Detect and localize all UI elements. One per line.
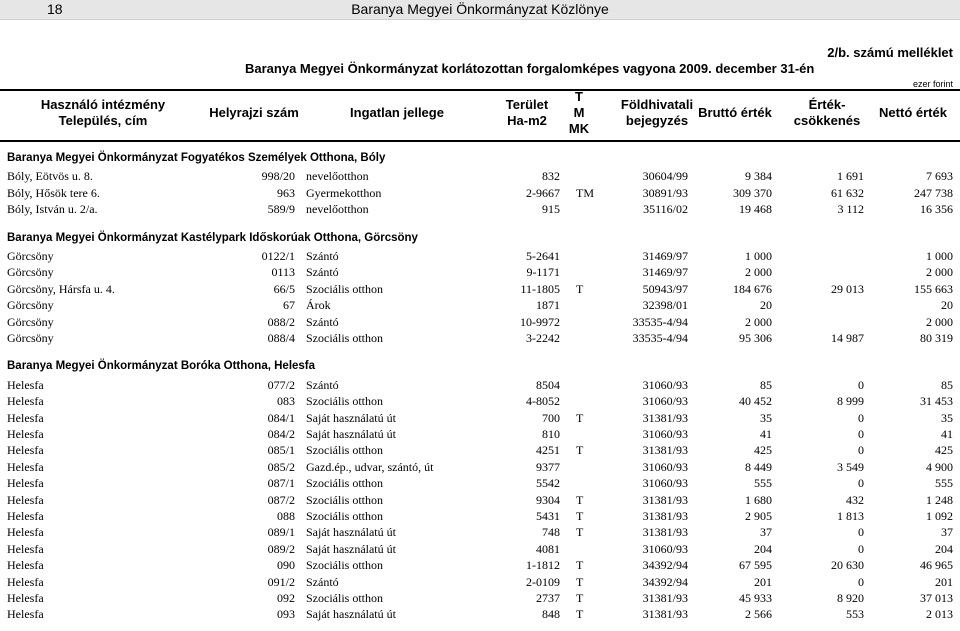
cell-area: 4081	[536, 541, 560, 556]
table-row	[0, 377, 960, 393]
cell-depreciation: 8 999	[837, 394, 864, 409]
cell-area: 5542	[536, 476, 560, 491]
col-header-type	[350, 105, 444, 121]
cell-registry: 31381/93	[642, 410, 688, 425]
cell-net-value: 20	[941, 298, 953, 313]
page-header-bar	[0, 0, 960, 20]
cell-location: Helesfa	[7, 427, 44, 441]
table-row	[0, 297, 960, 313]
cell-tmk: TM	[576, 185, 594, 200]
cell-area: 9377	[536, 459, 560, 474]
cell-gross-value: 309 370	[733, 185, 772, 200]
col-header-tmk-text: T M MK	[568, 89, 590, 136]
cell-depreciation: 14 987	[831, 331, 864, 345]
annex-label: 2/b. számú melléklet	[827, 45, 953, 60]
table-row	[0, 393, 960, 409]
cell-location: Helesfa	[7, 459, 44, 474]
cell-registry: 34392/94	[642, 558, 688, 573]
page-number: 18	[47, 1, 63, 17]
cell-net-value: 35	[941, 410, 953, 425]
cell-depreciation: 432	[846, 492, 864, 507]
section-title: Baranya Megyei Önkormányzat Kastélypark Időskorúak Otthona, Görcsöny	[7, 231, 418, 244]
cell-net-value: 37	[941, 525, 953, 540]
cell-net-value: 201	[935, 574, 953, 589]
cell-property-type: Szociális otthon	[306, 281, 383, 296]
cell-location: Helesfa	[7, 443, 44, 458]
cell-hrsz: 090	[277, 558, 295, 573]
col-header-gross	[698, 105, 772, 121]
cell-gross-value: 201	[754, 574, 772, 589]
cell-depreciation: 20 630	[831, 558, 864, 573]
col-header-area	[506, 97, 548, 129]
cell-property-type: Szociális otthon	[306, 591, 383, 605]
cell-depreciation: 0	[858, 410, 864, 425]
cell-location: Bóly, Eötvös u. 8.	[7, 169, 93, 184]
cell-registry: 31060/93	[642, 459, 688, 474]
table-row	[0, 524, 960, 540]
cell-gross-value: 2 905	[745, 509, 772, 523]
col-header-hrsz-text: Helyrajzi szám	[209, 105, 299, 120]
cell-depreciation: 61 632	[831, 185, 864, 200]
cell-area: 748	[542, 525, 560, 540]
cell-gross-value: 19 468	[739, 202, 772, 217]
table-row	[0, 590, 960, 606]
cell-hrsz: 088	[277, 509, 295, 523]
cell-depreciation: 29 013	[831, 281, 864, 296]
col-header-reg-text: Földhivatali bejegyzés	[620, 97, 694, 128]
cell-gross-value: 40 452	[739, 394, 772, 409]
cell-gross-value: 35	[760, 410, 772, 425]
cell-hrsz: 084/1	[267, 410, 295, 425]
cell-area: 11-1805	[520, 281, 560, 296]
cell-property-type: Saját használatú út	[306, 607, 396, 622]
cell-property-type: Szociális otthon	[306, 476, 383, 491]
cell-hrsz: 087/2	[267, 492, 295, 507]
cell-area: 5-2641	[526, 249, 560, 263]
cell-net-value: 155 663	[914, 281, 953, 296]
cell-area: 832	[542, 169, 560, 184]
cell-gross-value: 9 384	[745, 169, 772, 184]
cell-depreciation: 0	[858, 476, 864, 491]
cell-registry: 35116/02	[643, 202, 688, 217]
cell-registry: 31469/97	[642, 249, 688, 263]
cell-tmk: T	[576, 574, 584, 589]
cell-depreciation: 0	[858, 525, 864, 540]
cell-tmk: T	[576, 443, 584, 458]
cell-gross-value: 67 595	[739, 558, 772, 573]
cell-area: 5431	[536, 509, 560, 523]
table-row	[0, 201, 960, 217]
cell-registry: 31381/93	[642, 607, 688, 622]
cell-gross-value: 2 000	[745, 314, 772, 329]
cell-property-type: Szociális otthon	[306, 443, 383, 458]
cell-area: 10-9972	[520, 314, 560, 329]
cell-property-type: Szántó	[306, 249, 339, 263]
publication-title: Baranya Megyei Önkormányzat Közlönye	[351, 1, 609, 17]
cell-gross-value: 20	[760, 298, 772, 313]
header-top-rule	[0, 89, 960, 91]
cell-registry: 31060/93	[642, 427, 688, 441]
cell-hrsz: 088/2	[267, 314, 295, 329]
col-header-user-text: Használó intézmény Település, cím	[40, 97, 166, 128]
cell-location: Görcsöny	[7, 314, 54, 329]
cell-hrsz: 085/1	[267, 443, 295, 458]
cell-hrsz: 083	[277, 394, 295, 409]
col-header-net	[879, 105, 947, 121]
cell-registry: 33535-4/94	[632, 314, 688, 329]
cell-area: 1-1812	[526, 558, 560, 573]
unit-label: ezer forint	[912, 79, 953, 89]
cell-registry: 50943/97	[642, 281, 688, 296]
cell-net-value: 31 453	[920, 394, 953, 409]
cell-depreciation: 1 813	[837, 509, 864, 523]
cell-property-type: nevelőotthon	[306, 169, 369, 184]
cell-location: Görcsöny	[7, 265, 54, 280]
cell-registry: 31381/93	[642, 525, 688, 540]
table-row	[0, 492, 960, 508]
cell-tmk: T	[576, 509, 584, 523]
table-row	[0, 475, 960, 491]
table-row	[0, 606, 960, 622]
cell-net-value: 425	[935, 443, 953, 458]
cell-property-type: Szociális otthon	[306, 509, 383, 523]
cell-gross-value: 1 000	[745, 249, 772, 263]
col-header-tmk	[569, 89, 589, 137]
cell-location: Helesfa	[7, 377, 44, 392]
cell-registry: 33535-4/94	[632, 331, 688, 345]
cell-hrsz: 0113	[271, 265, 295, 280]
cell-area: 8504	[536, 377, 560, 392]
table-row	[0, 185, 960, 201]
cell-registry: 31381/93	[642, 509, 688, 523]
cell-depreciation: 0	[858, 443, 864, 458]
col-header-type-text: Ingatlan jellege	[350, 105, 444, 120]
cell-area: 848	[542, 607, 560, 622]
col-header-area-text: Terület Ha-m2	[505, 97, 549, 128]
cell-hrsz: 089/2	[267, 541, 295, 556]
cell-depreciation: 0	[858, 427, 864, 441]
cell-net-value: 85	[941, 377, 953, 392]
cell-location: Helesfa	[7, 574, 44, 589]
cell-property-type: Gyermekotthon	[306, 185, 382, 200]
cell-net-value: 2 000	[926, 314, 953, 329]
cell-location: Helesfa	[7, 394, 44, 409]
cell-tmk: T	[576, 410, 584, 425]
cell-net-value: 1 248	[926, 492, 953, 507]
cell-property-type: Szociális otthon	[306, 331, 383, 345]
cell-net-value: 555	[935, 476, 953, 491]
cell-property-type: Szociális otthon	[306, 558, 383, 573]
col-header-gross-text: Bruttó érték	[698, 105, 772, 120]
cell-location: Helesfa	[7, 607, 44, 622]
cell-location: Helesfa	[7, 558, 44, 573]
cell-registry: 31381/93	[642, 591, 688, 605]
cell-depreciation: 8 920	[837, 591, 864, 605]
cell-property-type: Saját használatú út	[306, 410, 396, 425]
cell-registry: 31060/93	[642, 541, 688, 556]
table-row	[0, 557, 960, 573]
cell-hrsz: 084/2	[267, 427, 295, 441]
cell-tmk: T	[576, 591, 584, 605]
col-header-user	[41, 97, 165, 129]
section-title: Baranya Megyei Önkormányzat Boróka Otthona, Helesfa	[7, 360, 316, 373]
cell-depreciation: 553	[846, 607, 864, 622]
cell-hrsz: 089/1	[267, 525, 295, 540]
cell-hrsz: 963	[277, 185, 295, 200]
cell-depreciation: 3 549	[837, 459, 864, 474]
cell-tmk: T	[576, 492, 584, 507]
cell-location: Helesfa	[7, 525, 44, 540]
cell-area: 915	[542, 202, 560, 217]
cell-registry: 31381/93	[642, 492, 688, 507]
cell-net-value: 80 319	[920, 331, 953, 345]
table-row	[0, 574, 960, 590]
cell-hrsz: 077/2	[267, 377, 295, 392]
cell-area: 9-1171	[526, 265, 560, 280]
cell-hrsz: 091/2	[267, 574, 295, 589]
cell-hrsz: 092	[277, 591, 295, 605]
table-row	[0, 281, 960, 297]
cell-location: Görcsöny	[7, 331, 54, 345]
cell-hrsz: 66/5	[273, 281, 295, 296]
cell-tmk: T	[576, 525, 584, 540]
cell-tmk: T	[576, 281, 584, 296]
cell-registry: 30604/99	[642, 169, 688, 184]
col-header-dep	[794, 97, 861, 129]
cell-location: Görcsöny	[7, 298, 54, 313]
cell-location: Helesfa	[7, 410, 44, 425]
cell-net-value: 2 000	[926, 265, 953, 280]
cell-area: 3-2242	[526, 331, 560, 345]
cell-net-value: 2 013	[926, 607, 953, 622]
cell-property-type: Gazd.ép., udvar, szántó, út	[306, 459, 434, 474]
cell-depreciation: 0	[858, 377, 864, 392]
cell-property-type: Árok	[306, 298, 331, 313]
cell-net-value: 46 965	[920, 558, 953, 573]
cell-hrsz: 67	[283, 298, 295, 313]
cell-net-value: 37 013	[920, 591, 953, 605]
cell-gross-value: 45 933	[739, 591, 772, 605]
table-row	[0, 314, 960, 330]
cell-registry: 31469/97	[642, 265, 688, 280]
cell-net-value: 41	[941, 427, 953, 441]
cell-area: 4251	[536, 443, 560, 458]
cell-net-value: 1 000	[926, 249, 953, 263]
cell-location: Helesfa	[7, 591, 44, 605]
cell-property-type: nevelőotthon	[306, 202, 369, 217]
cell-gross-value: 2 000	[745, 265, 772, 280]
cell-registry: 31060/93	[642, 394, 688, 409]
cell-property-type: Szántó	[306, 377, 339, 392]
cell-property-type: Szántó	[306, 265, 339, 280]
table-row	[0, 508, 960, 524]
cell-registry: 31060/93	[642, 377, 688, 392]
cell-location: Helesfa	[7, 492, 44, 507]
cell-gross-value: 555	[754, 476, 772, 491]
cell-area: 810	[542, 427, 560, 441]
table-row	[0, 410, 960, 426]
table-row	[0, 541, 960, 557]
document-title: Baranya Megyei Önkormányzat korlátozottan forgalomképes vagyona 2009. december 31-én	[245, 61, 815, 76]
cell-property-type: Szántó	[306, 574, 339, 589]
cell-gross-value: 8 449	[745, 459, 772, 474]
table-row	[0, 168, 960, 184]
table-row	[0, 442, 960, 458]
table-row	[0, 426, 960, 442]
cell-gross-value: 204	[754, 541, 772, 556]
cell-tmk: T	[576, 558, 584, 573]
cell-net-value: 247 738	[914, 185, 953, 200]
col-header-net-text: Nettó érték	[879, 105, 947, 120]
cell-area: 4-8052	[526, 394, 560, 409]
cell-location: Görcsöny	[7, 249, 54, 263]
cell-gross-value: 41	[760, 427, 772, 441]
cell-property-type: Szántó	[306, 314, 339, 329]
cell-property-type: Szociális otthon	[306, 394, 383, 409]
cell-tmk: T	[576, 607, 584, 622]
cell-net-value: 4 900	[926, 459, 953, 474]
table-row	[0, 459, 960, 475]
cell-location: Helesfa	[7, 476, 44, 491]
cell-gross-value: 425	[754, 443, 772, 458]
cell-property-type: Saját használatú út	[306, 427, 396, 441]
cell-area: 9304	[536, 492, 560, 507]
table-row	[0, 248, 960, 264]
cell-depreciation: 0	[858, 574, 864, 589]
cell-gross-value: 95 306	[739, 331, 772, 345]
col-header-hrsz	[209, 105, 299, 121]
cell-area: 700	[542, 410, 560, 425]
cell-gross-value: 1 680	[745, 492, 772, 507]
cell-hrsz: 085/2	[267, 459, 295, 474]
cell-net-value: 1 092	[926, 509, 953, 523]
cell-location: Görcsöny, Hársfa u. 4.	[7, 281, 115, 296]
cell-area: 2-9667	[526, 185, 560, 200]
cell-hrsz: 0122/1	[261, 249, 295, 263]
cell-location: Bóly, István u. 2/a.	[7, 202, 98, 217]
cell-area: 2737	[536, 591, 560, 605]
cell-location: Helesfa	[7, 509, 44, 523]
cell-area: 1871	[536, 298, 560, 313]
cell-area: 2-0109	[526, 574, 560, 589]
cell-property-type: Szociális otthon	[306, 492, 383, 507]
cell-hrsz: 998/20	[261, 169, 295, 184]
cell-property-type: Saját használatú út	[306, 525, 396, 540]
table-row	[0, 330, 960, 346]
col-header-dep-text: Érték- csökkenés	[793, 97, 861, 128]
cell-net-value: 16 356	[920, 202, 953, 217]
cell-registry: 30891/93	[642, 185, 688, 200]
cell-registry: 32398/01	[642, 298, 688, 313]
cell-registry: 31060/93	[642, 476, 688, 491]
cell-gross-value: 37	[760, 525, 772, 540]
cell-gross-value: 2 566	[745, 607, 772, 622]
cell-hrsz: 087/1	[267, 476, 295, 491]
cell-gross-value: 184 676	[733, 281, 772, 296]
cell-depreciation: 3 112	[837, 202, 864, 217]
cell-hrsz: 088/4	[267, 331, 295, 345]
table-row	[0, 264, 960, 280]
cell-location: Helesfa	[7, 541, 44, 556]
cell-hrsz: 093	[277, 607, 295, 622]
cell-registry: 31381/93	[642, 443, 688, 458]
section-title: Baranya Megyei Önkormányzat Fogyatékos Személyek Otthona, Bóly	[7, 152, 386, 164]
cell-location: Bóly, Hősök tere 6.	[7, 185, 100, 200]
cell-registry: 34392/94	[642, 574, 688, 589]
cell-depreciation: 1 691	[837, 169, 864, 184]
cell-depreciation: 0	[858, 541, 864, 556]
cell-property-type: Saját használatú út	[306, 541, 396, 556]
cell-hrsz: 589/9	[267, 202, 295, 217]
cell-net-value: 7 693	[926, 169, 953, 184]
col-header-reg	[621, 97, 693, 129]
header-bottom-rule	[0, 140, 960, 142]
cell-gross-value: 85	[760, 377, 772, 392]
cell-net-value: 204	[935, 541, 953, 556]
